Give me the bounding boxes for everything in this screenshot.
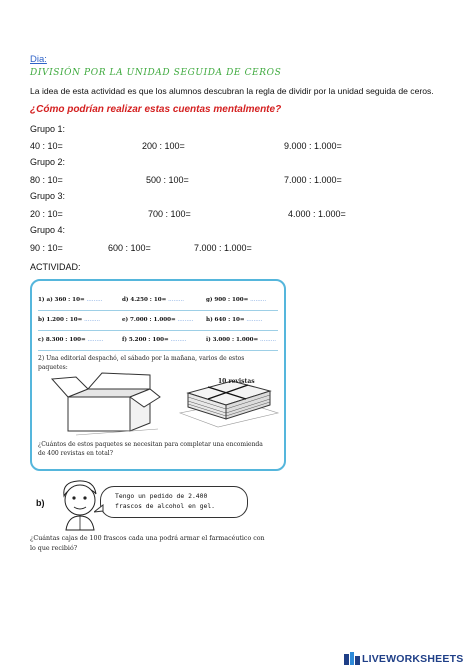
problem-2-question-line2: de 400 revistas en total?	[38, 450, 113, 457]
row-divider	[38, 310, 278, 311]
row-divider	[38, 350, 278, 351]
package-label: 10 revistas	[218, 378, 255, 385]
group-4-item-c: 7.000 : 1.000=	[194, 243, 252, 253]
group-1-item-b: 200 : 100=	[142, 141, 185, 151]
group-1-item-c: 9.000 : 1.000=	[284, 141, 342, 151]
open-box-illustration	[46, 371, 166, 437]
speech-line1: Tengo un pedido de 2.400	[115, 492, 208, 500]
exercise-1g: g) 900 : 100= .........	[206, 297, 267, 303]
liveworksheets-logo-icon	[344, 652, 360, 666]
exercise-1h: h) 640 : 10= .........	[206, 317, 263, 323]
exercise-1e: e) 7.000 : 1.000= .........	[122, 317, 194, 323]
problem-2-text-line2: paquetes:	[38, 364, 68, 371]
group-3-label: Grupo 3:	[30, 191, 66, 201]
exercise-1b: b) 1.200 : 10= .........	[38, 317, 101, 323]
main-question: ¿Cómo podrían realizar estas cuentas mentalmente?	[30, 104, 282, 115]
dia-label: Dia:	[30, 54, 47, 65]
exercise-1f: f) 5.200 : 100= .........	[122, 337, 187, 343]
problem-2-text-line1: 2) Una editorial despachó, el sábado por la mañana, varios de estos	[38, 355, 245, 362]
group-2-item-c: 7.000 : 1.000=	[284, 175, 342, 185]
activity-card	[30, 279, 286, 471]
section-b-question-line1: ¿Cuántas cajas de 100 frascos cada una podrá armar el farmacéutico con	[30, 535, 265, 542]
group-3-item-a: 20 : 10=	[30, 209, 63, 219]
worksheet-subtitle: DIVISIÓN POR LA UNIDAD SEGUIDA DE CEROS	[30, 68, 282, 78]
activity-label: ACTIVIDAD:	[30, 262, 81, 272]
group-2-label: Grupo 2:	[30, 157, 66, 167]
group-4-item-b: 600 : 100=	[108, 243, 151, 253]
problem-2-question-line1: ¿Cuántos de estos paquetes se necesitan para completar una encomienda	[38, 441, 263, 448]
group-1-item-a: 40 : 10=	[30, 141, 63, 151]
exercise-1i: i) 3.000 : 1.000= .........	[206, 337, 277, 343]
speech-bubble-tail	[94, 504, 104, 514]
section-b-question-line2: lo que recibió?	[30, 545, 78, 552]
exercise-1c: c) 8.300 : 100= .........	[38, 337, 104, 343]
intro-text: La idea de esta actividad es que los alumnos descubran la regla de dividir por la unidad seguida de ceros.	[30, 86, 434, 96]
group-3-item-b: 700 : 100=	[148, 209, 191, 219]
exercise-1d: d) 4.250 : 10= .........	[122, 297, 185, 303]
group-4-label: Grupo 4:	[30, 225, 66, 235]
speech-bubble	[100, 486, 248, 518]
group-1-label: Grupo 1:	[30, 124, 66, 134]
group-2-item-b: 500 : 100=	[146, 175, 189, 185]
section-b-label: b)	[36, 498, 45, 508]
liveworksheets-brand: LIVEWORKSHEETS	[362, 653, 464, 665]
speech-line2: frascos de alcohol en gel.	[115, 502, 216, 510]
group-4-item-a: 90 : 10=	[30, 243, 63, 253]
group-2-item-a: 80 : 10=	[30, 175, 63, 185]
group-3-item-c: 4.000 : 1.000=	[288, 209, 346, 219]
exercise-1a: 1) a) 360 : 10= .........	[38, 297, 103, 303]
row-divider	[38, 330, 278, 331]
